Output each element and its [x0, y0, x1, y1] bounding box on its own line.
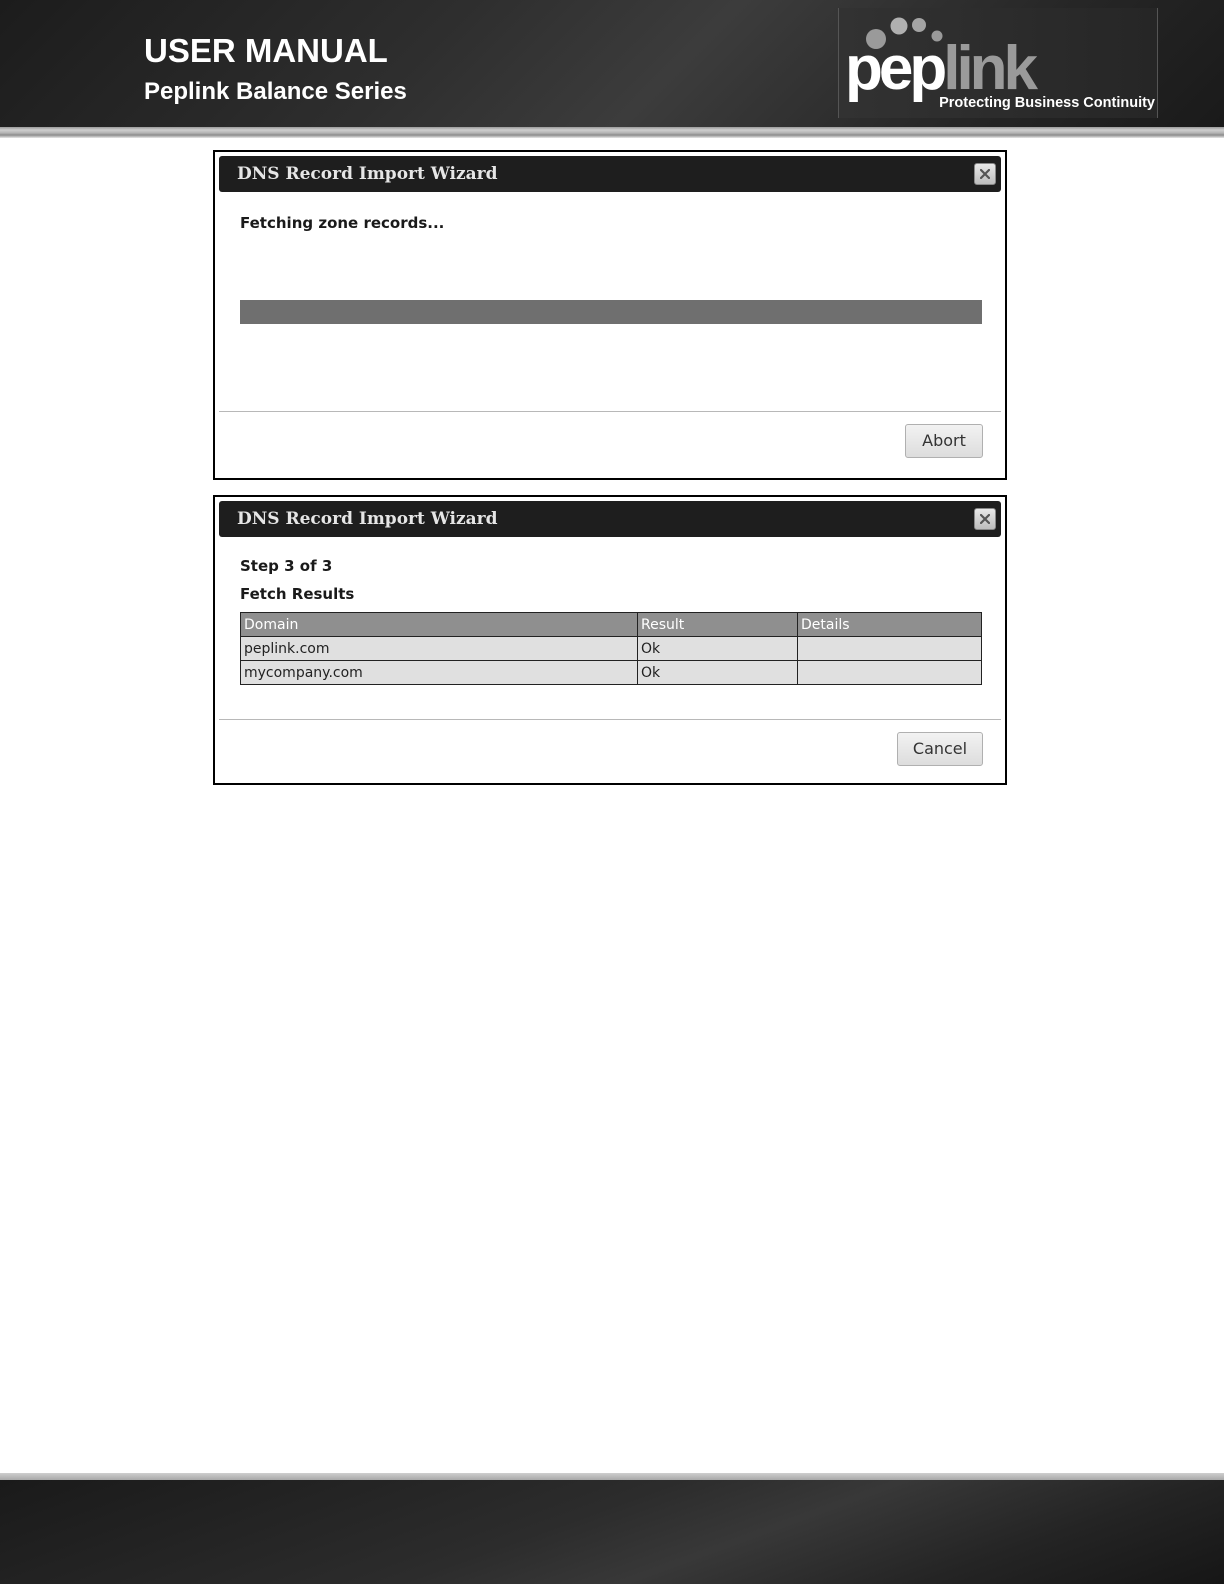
fetch-results-table — [240, 612, 982, 685]
cell-result: Ok — [638, 661, 798, 685]
fetch-status-text: Fetching zone records... — [240, 214, 445, 232]
dialog-divider — [219, 411, 1001, 412]
footer-rule — [0, 1473, 1224, 1480]
cell-domain: peplink.com — [241, 637, 638, 661]
cell-details — [798, 661, 982, 685]
step-indicator: Step 3 of 3 — [240, 557, 333, 575]
dialog-divider — [219, 719, 1001, 720]
logo-text-bold: pep — [845, 34, 944, 103]
progress-bar-fill — [240, 300, 982, 324]
dns-import-dialog-fetching — [213, 150, 1007, 480]
abort-button[interactable]: Abort — [905, 424, 983, 458]
page-footer — [0, 1480, 1224, 1584]
column-header-result: Result — [638, 613, 798, 637]
header-rule — [0, 127, 1224, 138]
dialog-title: DNS Record Import Wizard — [237, 164, 498, 184]
column-header-domain: Domain — [241, 613, 638, 637]
cell-result: Ok — [638, 637, 798, 661]
table-row — [241, 637, 982, 661]
column-header-details: Details — [798, 613, 982, 637]
cancel-button[interactable]: Cancel — [897, 732, 983, 766]
close-button[interactable] — [974, 508, 996, 530]
close-button[interactable] — [974, 163, 996, 185]
manual-title: USER MANUAL — [144, 32, 388, 69]
page-header — [0, 0, 1224, 127]
dns-import-dialog-results — [213, 495, 1007, 785]
table-row — [241, 661, 982, 685]
section-title: Fetch Results — [240, 585, 355, 603]
dialog-title: DNS Record Import Wizard — [237, 509, 498, 529]
cell-details — [798, 637, 982, 661]
close-icon — [980, 514, 990, 524]
dialog-titlebar — [219, 501, 1001, 537]
dialog-titlebar — [219, 156, 1001, 192]
close-icon — [980, 169, 990, 179]
progress-bar — [240, 300, 982, 324]
table-header-row — [241, 613, 982, 637]
peplink-logo — [838, 8, 1158, 118]
logo-text-light: link — [943, 34, 1035, 103]
logo-tagline: Protecting Business Continuity — [939, 95, 1155, 111]
manual-subtitle: Peplink Balance Series — [144, 78, 407, 105]
logo-wordmark — [845, 34, 1035, 103]
cell-domain: mycompany.com — [241, 661, 638, 685]
